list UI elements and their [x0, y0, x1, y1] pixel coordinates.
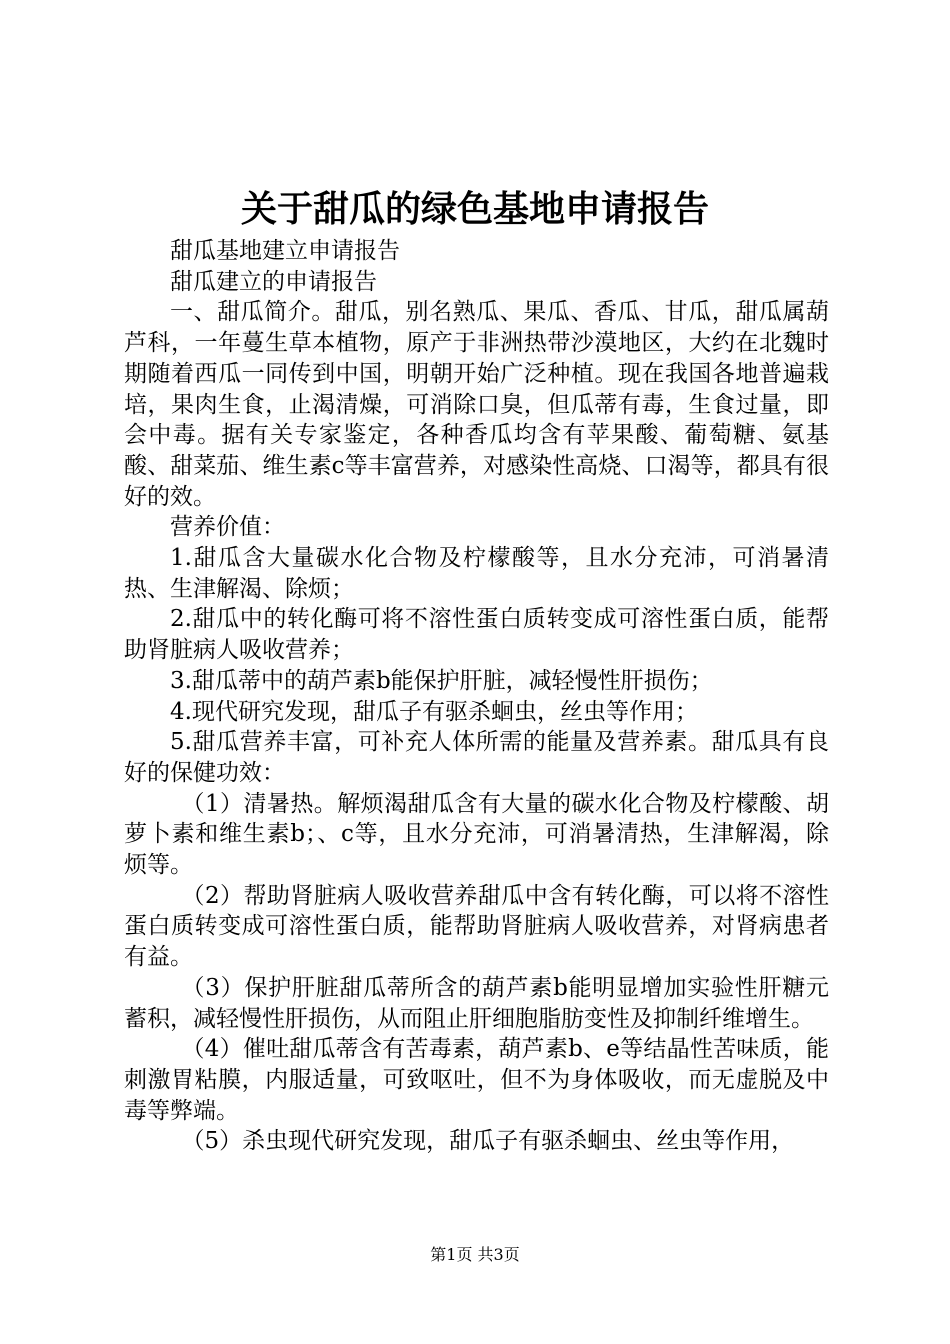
paragraph-benefit-2: （2）帮助肾脏病人吸收营养甜瓜中含有转化酶，可以将不溶性蛋白质转变成可溶性蛋白质，能帮助肾脏病人吸收营养，对肾病患者有益。	[124, 882, 829, 971]
paragraph-benefit-5: （5）杀虫现代研究发现，甜瓜子有驱杀蛔虫、丝虫等作用，	[181, 1128, 795, 1155]
paragraph-nutrition-item-1: 1.甜瓜含大量碳水化合物及柠檬酸等，且水分充沛，可消暑清热、生津解渴、除烦；	[124, 545, 829, 602]
paragraph-nutrition-item-2: 2.甜瓜中的转化酶可将不溶性蛋白质转变成可溶性蛋白质，能帮助肾脏病人吸收营养；	[124, 606, 829, 664]
paragraph-heading-1: 甜瓜基地建立申请报告	[170, 238, 400, 264]
document-body	[124, 236, 829, 1157]
paragraph-nutrition-item-4: 4.现代研究发现，甜瓜子有驱杀蛔虫，丝虫等作用；	[170, 698, 698, 725]
paragraph-introduction: 一、甜瓜简介。甜瓜，别名熟瓜、果瓜、香瓜、甘瓜，甜瓜属葫芦科，一年蔓生草本植物，原产于非洲热带沙漠地区，大约在北魏时期随着西瓜一同传到中国，明朝开始广泛种植。现在我国各地普遍栽培，果肉生食，止渴清燥，可消除口臭，但瓜蒂有毒，生食过量，即会中毒。据有关专家鉴定，各种香瓜均含有苹果酸、葡萄糖、氨基酸、甜菜茄、维生素c等丰富营养，对感染性高烧、口渴等，都具有很好的效。	[124, 299, 829, 510]
paragraph-heading-2: 甜瓜建立的申请报告	[170, 268, 377, 295]
paragraph-nutrition-item-3: 3.甜瓜蒂中的葫芦素b能保护肝脏，减轻慢性肝损伤；	[170, 667, 713, 694]
paragraph-benefit-1: （1）清暑热。解烦渴甜瓜含有大量的碳水化合物及柠檬酸、胡萝卜素和维生素b；、c等，且水分充沛，可消暑清热，生津解渴，除烦等。	[124, 790, 829, 879]
document-title: 关于甜瓜的绿色基地申请报告	[240, 188, 709, 230]
paragraph-benefit-3: （3）保护肝脏甜瓜蒂所含的葫芦素b能明显增加实验性肝糖元蓄积，减轻慢性肝损伤，从而阻止肝细胞脂肪变性及抑制纤维增生。	[124, 974, 829, 1032]
paragraph-nutrition-item-5: 5.甜瓜营养丰富，可补充人体所需的能量及营养素。甜瓜具有良好的保健功效：	[124, 729, 829, 786]
page-number-footer: 第1页 共3页	[430, 1245, 520, 1264]
paragraph-benefit-4: （4）催吐甜瓜蒂含有苦毒素，葫芦素b、e等结晶性苦味质，能刺激胃粘膜，内服适量，可致呕吐，但不为身体吸收，而无虚脱及中毒等弊端。	[124, 1036, 829, 1124]
paragraph-nutrition-heading: 营养价值：	[170, 514, 285, 541]
